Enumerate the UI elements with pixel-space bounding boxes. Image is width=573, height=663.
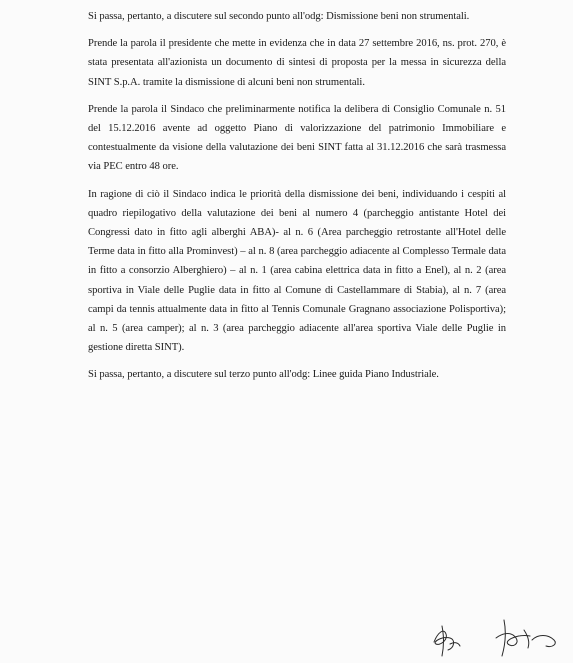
paragraph-sindaco-delibera: Prende la parola il Sindaco che preliminarmente notifica la delibera di Consiglio Comunale n. 51 del 15.12.2016 avente ad oggetto Piano di valorizzazione del patrimonio Immobiliare e contestualmente da visione della valutazione dei beni SINT fatta al 31.12.2016 che sarà trasmessa via PEC entro 48 ore. [88, 103, 506, 173]
paragraph-secondo-punto: Si passa, pertanto, a discutere sul secondo punto all'odg: Dismissione beni non strumentali. [88, 11, 470, 22]
handwritten-signatures [420, 612, 570, 660]
signature-initials-left [434, 626, 460, 656]
signature-initials-right [496, 620, 555, 656]
paragraph-priorita-dismissione: In ragione di ciò il Sindaco indica le priorità della dismissione dei beni, individuando i cespiti al quadro riepilogativo della valutazione dei beni al numero 4 (parcheggio antistante Hotel dei Congressi dato in fitto agli alberghi ABA)- al n. 6 (Area parcheggio retrostante all'Hotel delle Terme data in fitto alla Prominvest) – al n. 8 (area parcheggio adiacente al Complesso Termale data in fitto a consorzio Alberghiero) – al n. 1 (area cabina elettrica data in fitto a Enel), al n. 2 (area sportiva in Viale delle Puglie data in fitto al Comune di Castellammare di Stabia), al n. 7 (area campi da tennis attualmente data in fitto al Tennis Comunale Gragnano associazione Polisportiva); al n. 5 (area camper); al n. 3 (area parcheggio adiacente all'area sportiva Viale delle Puglie in gestione diretta SINT). [88, 188, 506, 354]
paragraph-presidente: Prende la parola il presidente che mette in evidenza che in data 27 settembre 2016, ns. prot. 270, è stata presentata all'azionista un documento di sintesi di proposta per la messa in sicurezza della SINT S.p.A. tramite la dismissione di alcuni beni non strumentali. [88, 38, 506, 88]
document-body [88, 7, 506, 385]
paragraph-terzo-punto: Si passa, pertanto, a discutere sul terzo punto all'odg: Linee guida Piano Industriale. [88, 369, 439, 381]
